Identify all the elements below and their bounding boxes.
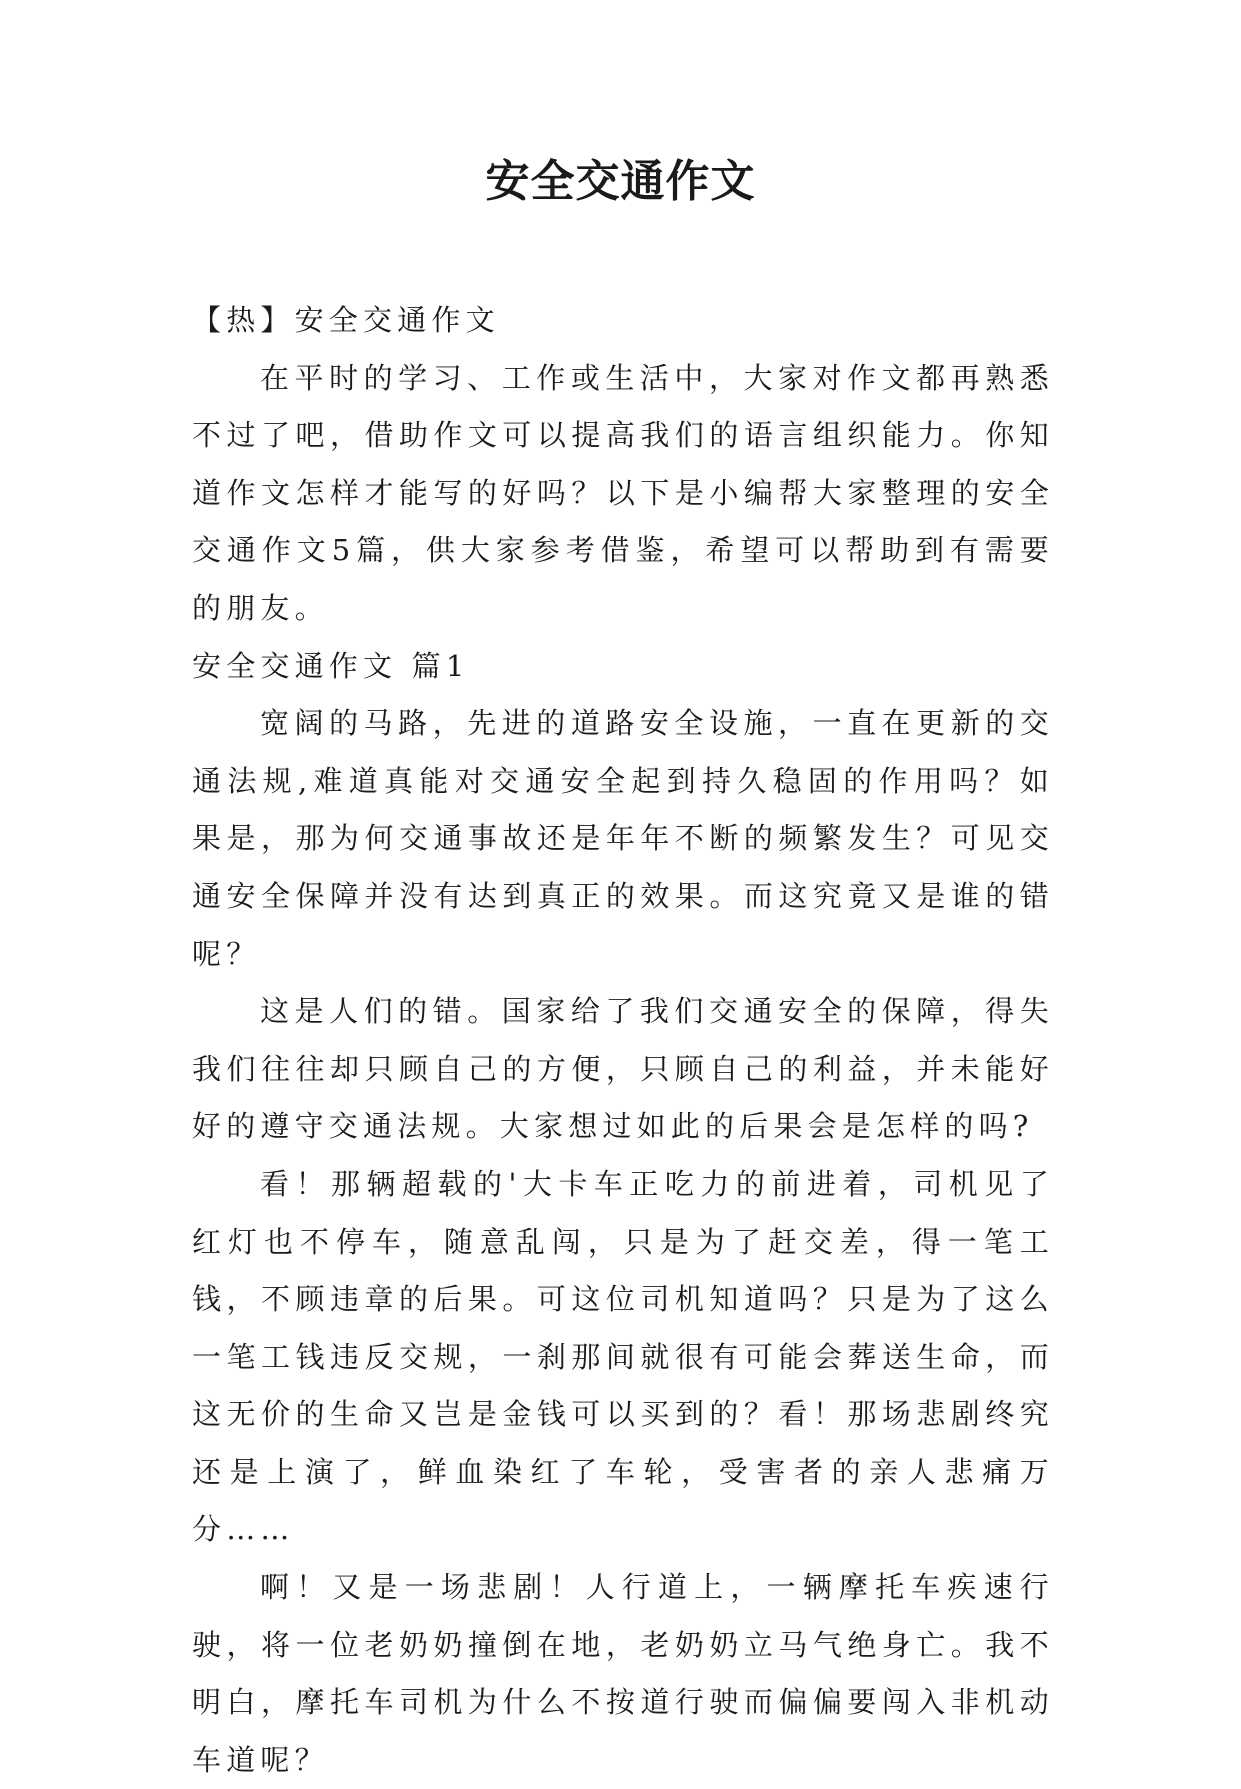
article-heading: 【热】安全交通作文 — [192, 303, 500, 337]
document-body — [192, 292, 1054, 1789]
section-title: 安全交通作文 篇1 — [192, 648, 470, 683]
body-paragraph: 啊！又是一场悲剧！人行道上，一辆摩托车疾速行驶，将一位老奶奶撞倒在地，老奶奶立马气绝身亡。我不明白，摩托车司机为什么不按道行驶而偏偏要闯入非机动车道呢？ — [192, 1570, 1054, 1777]
intro-paragraph: 在平时的学习、工作或生活中，大家对作文都再熟悉不过了吧，借助作文可以提高我们的语言组织能力。你知道作文怎样才能写的好吗？以下是小编帮大家整理的安全交通作文5篇，供大家参考借鉴，希望可以帮助到有需要的朋友。 — [192, 360, 1054, 625]
body-paragraph: 宽阔的马路，先进的道路安全设施，一直在更新的交通法规,难道真能对交通安全起到持久稳固的作用吗？如果是，那为何交通事故还是年年不断的频繁发生？可见交通安全保障并没有达到真正的效果。而这究竟又是谁的错呢？ — [192, 706, 1054, 971]
body-paragraph: 看！那辆超载的'大卡车正吃力的前进着，司机见了红灯也不停车，随意乱闯，只是为了赶交差，得一笔工钱，不顾违章的后果。可这位司机知道吗？只是为了这么一笔工钱违反交规，一刹那间就很有可能会葬送生命，而这无价的生命又岂是金钱可以买到的？看！那场悲剧终究还是上演了，鲜血染红了车轮，受害者的亲人悲痛万分…… — [192, 1166, 1054, 1547]
body-paragraph: 这是人们的错。国家给了我们交通安全的保障，得失我们往往却只顾自己的方便，只顾自己的利益，并未能好好的遵守交通法规。大家想过如此的后果会是怎样的吗? — [192, 994, 1054, 1144]
document-title: 安全交通作文 — [485, 156, 756, 207]
